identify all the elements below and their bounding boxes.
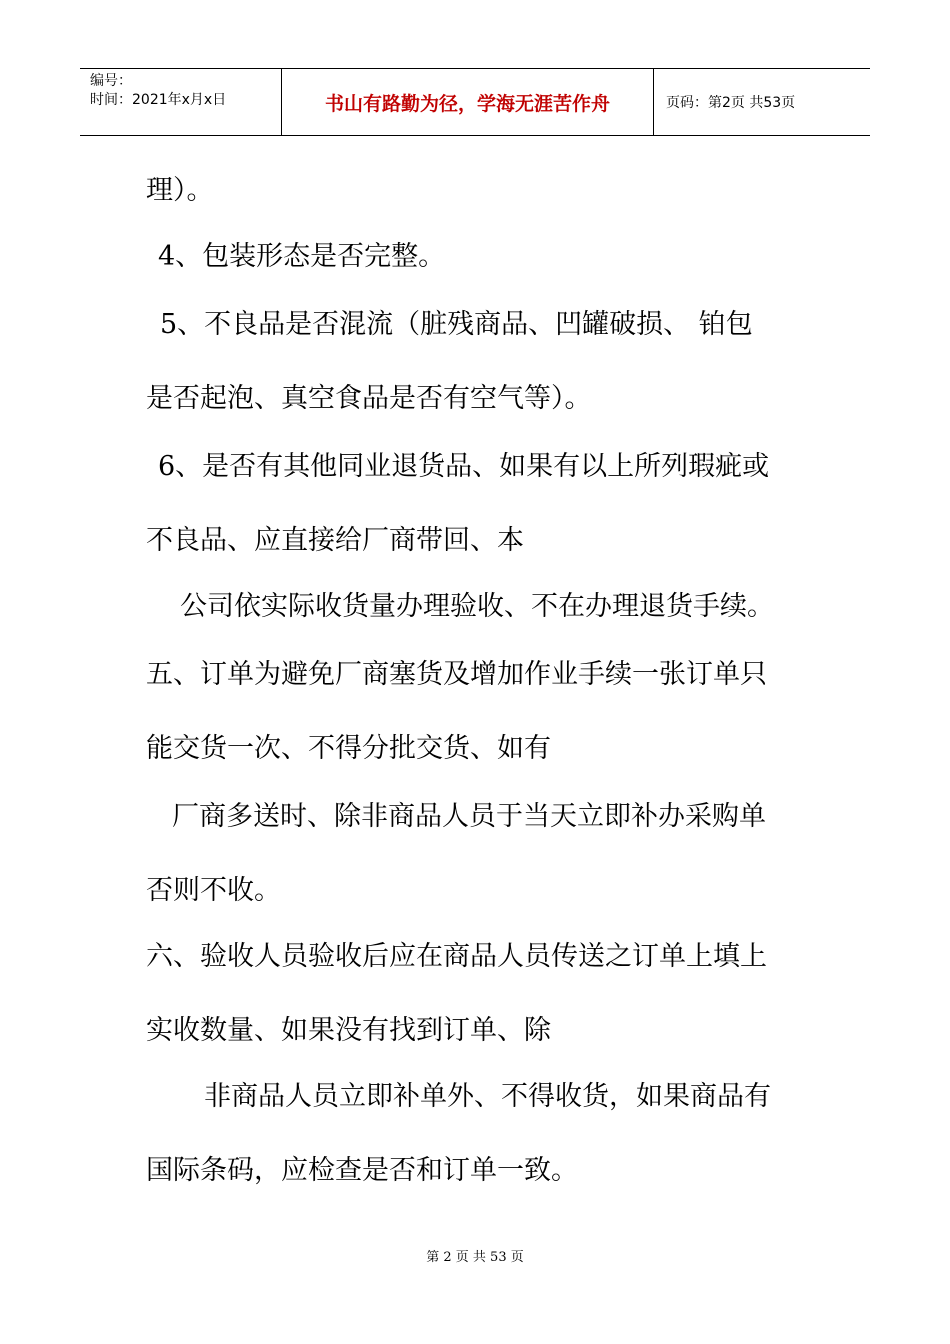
text-line: 是否起泡、真空食品是否有空气等）。 (146, 383, 592, 414)
text-line: 理）。 (146, 175, 214, 206)
document-number: 编号： (90, 73, 132, 89)
header-motto: 书山有路勤为径，学海无涯苦作舟 (282, 69, 654, 135)
header-meta (80, 69, 282, 135)
text-line: 6、是否有其他同业退货品、如果有以上所列瑕疵或 (158, 451, 770, 482)
header-page-info: 页码：第2页 共53页 (666, 95, 796, 111)
text-line: 能交货一次、不得分批交货、如有 (146, 733, 551, 764)
page-header (80, 68, 870, 136)
text-line: 4、包装形态是否完整。 (158, 241, 446, 272)
page-footer: 第 2 页 共 53 页 (426, 1250, 524, 1265)
text-line: 五、订单为避免厂商塞货及增加作业手续一张订单只 (146, 659, 767, 690)
text-line: 实收数量、如果没有找到订单、除 (146, 1015, 551, 1046)
text-line: 厂商多送时、除非商品人员于当天立即补办采购单 (172, 801, 766, 832)
text-line: 5、不良品是否混流（脏残商品、凹罐破损、 铂包 (160, 309, 753, 340)
text-line: 非商品人员立即补单外、不得收货，如果商品有 (204, 1081, 771, 1112)
document-time: 时间：2021年x月x日 (90, 92, 227, 108)
text-line: 公司依实际收货量办理验收、不在办理退货手续。 (180, 591, 774, 622)
text-line: 国际条码，应检查是否和订单一致。 (146, 1155, 578, 1186)
text-line: 不良品、应直接给厂商带回、本 (146, 525, 524, 556)
text-line: 六、验收人员验收后应在商品人员传送之订单上填上 (146, 941, 767, 972)
text-line: 否则不收。 (146, 875, 281, 906)
